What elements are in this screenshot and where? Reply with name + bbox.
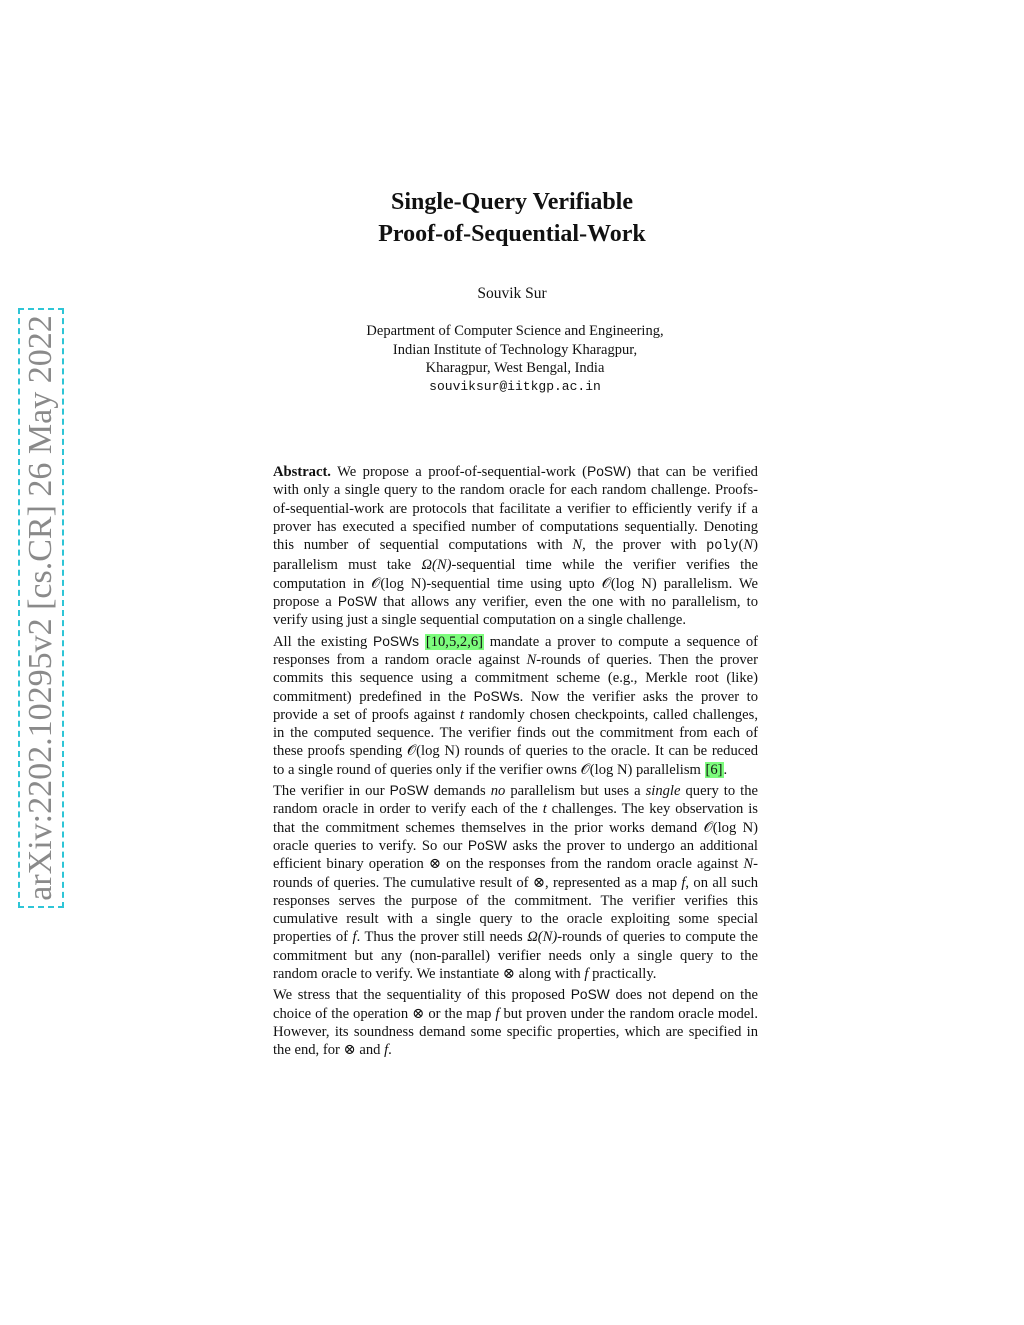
text-span: query to the random oracle in order to verify each of the [273, 783, 759, 818]
text-span: , on all such responses serves the purpose of the commitment. The verifier verifies this cumulative result with a single query to the oracle exploiting some special properties of [273, 874, 758, 946]
author-name: Souvik Sur [477, 285, 547, 302]
text-span: parallelism but uses a [505, 783, 646, 800]
paper-title [0, 186, 1024, 250]
abstract-label: Abstract. [273, 464, 331, 480]
text-span: . [723, 761, 728, 778]
affiliation-line-3: Kharagpur, West Bengal, India [425, 360, 605, 376]
text-span: but proven under the random oracle model. However, its soundness demand some specific properties, which are specified in the end, for ⊗ and [273, 1005, 758, 1059]
affiliation [0, 322, 1024, 396]
text-span: randomly chosen checkpoints, called challenges, in the computed sequence. The verifier finds out the commitment from each of these proofs spending [273, 706, 758, 760]
text-span: . [388, 1042, 392, 1059]
text-span: -rounds of queries. The cumulative result of ⊗, represented as a map [273, 856, 758, 891]
math-term: f [495, 1005, 500, 1022]
arxiv-identifier: arXiv:2202.10295v2 [cs.CR] 26 May 2022 [22, 315, 59, 901]
abstract [273, 463, 758, 1063]
emphasis-term: no [490, 783, 506, 800]
affiliation-line-2: Indian Institute of Technology Kharagpur, [392, 341, 638, 358]
posw-term: PoSW [587, 464, 627, 479]
abstract-paragraph-3 [273, 782, 758, 983]
author-email: souviksur@iitkgp.ac.in [429, 378, 601, 394]
text-span: The verifier in our [273, 783, 390, 800]
text-span: ) that can be verified with only a single query to the random oracle for each random challenge. Proofs-of-sequential-work are protocols that facilitate a verifier to efficiently verify if a prover has executed a specified number of computations sequentially. Denoting this number of sequential computations with [273, 464, 758, 554]
math-term: t [459, 706, 465, 723]
math-term: 𝒪(log N) [580, 761, 633, 778]
text-span: does not depend on the choice of the operation ⊗ or the map [273, 987, 758, 1022]
abstract-paragraph-1 [273, 463, 758, 630]
text-span: demands [428, 783, 491, 800]
text-span: -rounds of queries to compute the commitment but any (non-parallel) verifier needs only a single query to the random oracle to verify. We instantiate ⊗ along with [273, 929, 759, 983]
text-span: . Now the verifier asks the prover to provide a set of proofs against [273, 688, 759, 723]
math-term: 𝒪(log N) [703, 819, 759, 836]
math-term: Ω(N) [421, 557, 452, 574]
math-term: N [572, 537, 583, 554]
abstract-paragraph-4 [273, 986, 758, 1059]
title-line-1: Single-Query Verifiable [391, 189, 633, 215]
math-term: f [584, 966, 589, 983]
text-span: oracle queries to verify. So our [273, 837, 468, 854]
math-term: 𝒪(log N) [406, 743, 460, 760]
text-span: practically. [588, 966, 657, 983]
text-span: parallelism [632, 761, 705, 778]
text-span: that allows any verifier, even the one with no parallelism, to verify using just a single sequential computation on a single challenge. [273, 594, 758, 629]
posw-term: PoSW [337, 594, 377, 610]
text-span: ( [738, 537, 744, 554]
emphasis-term: single [645, 783, 681, 800]
text-span: asks the prover to undergo an additional efficient binary operation ⊗ on the responses from the random oracle against [273, 837, 758, 873]
citation-link[interactable]: [10,5,2,6] [425, 633, 483, 650]
affiliation-line-1: Department of Computer Science and Engineering, [366, 323, 664, 339]
posw-term: PoSWs [373, 633, 420, 649]
text-span: -rounds of queries. Then the prover commits this sequence using a commitment scheme (e.g., Merkle root (like) commitment) predefined in the [273, 651, 758, 705]
math-term: t [542, 801, 547, 818]
poly-term: poly [706, 539, 739, 555]
text-span: -sequential time while the verifier verifies the computation in [273, 557, 758, 592]
text-span: parallelism. We propose a [273, 575, 759, 611]
text-span: We stress that the sequentiality of this proposed [273, 987, 571, 1004]
math-term: 𝒪(log N) [601, 575, 657, 592]
text-span: mandate a prover to compute a sequence of responses from a random oracle against [273, 633, 758, 668]
text-span: , the prover with [582, 537, 707, 554]
text-span: challenges. The key observation is that the commitment schemes themselves in the prior works demand [273, 801, 758, 836]
math-term: f [384, 1042, 389, 1059]
math-term: N [526, 651, 537, 668]
abstract-paragraph-2 [273, 633, 758, 779]
posw-term: PoSW [467, 837, 507, 853]
text-span: -sequential time using upto [426, 575, 602, 592]
posw-term: PoSW [570, 987, 610, 1003]
text-span: . Thus the prover still needs [356, 929, 528, 946]
math-term: Ω(N) [527, 929, 558, 946]
citation-link[interactable]: [6] [705, 761, 723, 778]
posw-term: PoSW [389, 783, 429, 799]
posw-term: PoSWs [473, 688, 520, 704]
title-line-2: Proof-of-Sequential-Work [378, 221, 646, 247]
text-span: We propose a proof-of-sequential-work ( [337, 464, 587, 480]
math-term: N [743, 537, 754, 554]
arxiv-stamp [18, 308, 64, 908]
math-term: 𝒪(log N) [371, 575, 427, 592]
math-term: f [681, 874, 686, 891]
math-term: N [743, 856, 754, 873]
math-term: f [352, 929, 357, 946]
text-span: All the existing [273, 633, 374, 650]
text-span: rounds of queries to the oracle. It can be reduced to a single round of queries only if the verifier owns [273, 743, 758, 778]
text-span [419, 634, 425, 650]
text-span: ) parallelism must take [273, 537, 758, 574]
